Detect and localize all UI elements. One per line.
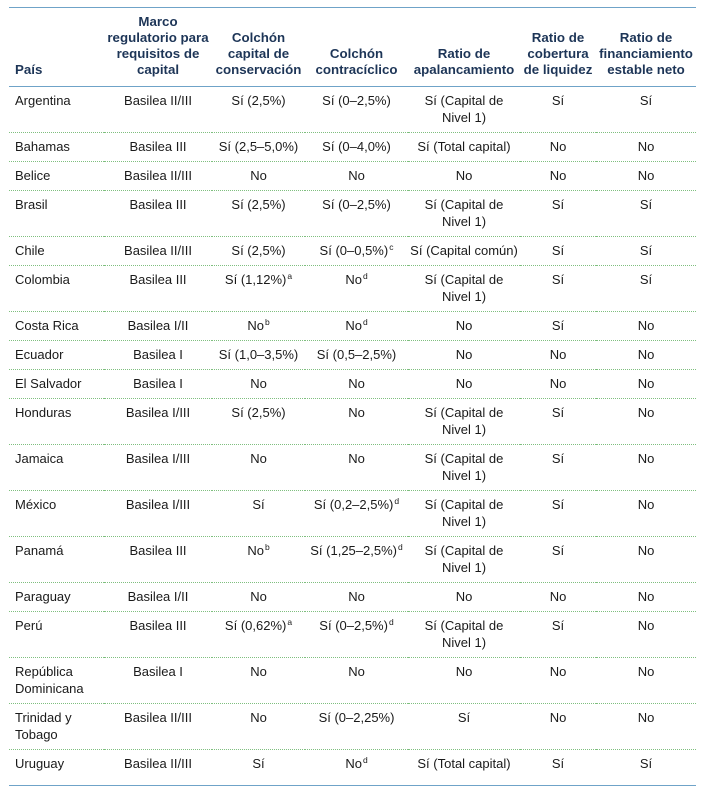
cell-conservation-text: No: [250, 589, 267, 604]
cell-country: [9, 704, 104, 750]
cell-framework: [104, 445, 212, 491]
cell-lcr-text: Sí: [551, 756, 565, 771]
cell-framework: [104, 162, 212, 191]
cell-leverage: [408, 445, 520, 491]
cell-country: [9, 399, 104, 445]
cell-nsfr: [596, 445, 696, 491]
cell-nsfr-text: No: [637, 589, 655, 604]
cell-conservation: [212, 658, 305, 704]
cell-nsfr-text: No: [637, 139, 655, 154]
cell-leverage-text: No: [455, 664, 473, 679]
cell-country-text: Argentina: [15, 93, 71, 108]
cell-country-text: Belice: [15, 168, 51, 183]
cell-country: [9, 341, 104, 370]
cell-leverage-text: No: [455, 347, 473, 362]
cell-lcr: [520, 704, 596, 750]
cell-countercyclical: [305, 237, 408, 266]
cell-country: [9, 237, 104, 266]
cell-country: [9, 583, 104, 612]
cell-nsfr: [596, 162, 696, 191]
cell-country: [9, 266, 104, 312]
cell-framework: [104, 491, 212, 537]
cell-leverage-text: Sí (Total capital): [417, 139, 511, 154]
cell-leverage: [408, 537, 520, 583]
cell-conservation-text: No: [250, 376, 267, 391]
cell-framework-text: Basilea II/III: [124, 756, 192, 771]
table-row: [9, 704, 696, 750]
cell-lcr-text: No: [549, 664, 567, 679]
cell-countercyclical: [305, 399, 408, 445]
cell-lcr: [520, 537, 596, 583]
cell-leverage: [408, 658, 520, 704]
cell-leverage: [408, 399, 520, 445]
cell-lcr: [520, 370, 596, 399]
cell-countercyclical-text: Sí (0,5–2,5%): [316, 347, 397, 362]
cell-country: [9, 370, 104, 399]
cell-countercyclical-text: No: [348, 589, 365, 604]
cell-country: [9, 612, 104, 658]
cell-nsfr-text: Sí: [639, 93, 653, 108]
cell-leverage-text: No: [455, 376, 473, 391]
cell-country-text: Trinidad y Tobago: [15, 710, 72, 742]
cell-framework: [104, 312, 212, 341]
cell-framework: [104, 266, 212, 312]
cell-country-text: Colombia: [15, 272, 70, 287]
cell-lcr: [520, 341, 596, 370]
cell-leverage: [408, 370, 520, 399]
cell-lcr: [520, 266, 596, 312]
cell-conservation: [212, 87, 305, 133]
cell-countercyclical: [305, 658, 408, 704]
cell-countercyclical: [305, 491, 408, 537]
cell-conservation: [212, 612, 305, 658]
table-row: [9, 312, 696, 341]
cell-nsfr-text: No: [637, 405, 655, 420]
cell-conservation: [212, 237, 305, 266]
cell-leverage: [408, 341, 520, 370]
cell-nsfr: [596, 658, 696, 704]
cell-country: [9, 537, 104, 583]
cell-countercyclical-text: Sí (0–2,5%): [319, 618, 388, 633]
cell-leverage: [408, 162, 520, 191]
cell-conservation-text: Sí (1,12%): [224, 272, 287, 287]
cell-conservation: [212, 312, 305, 341]
cell-conservation: [212, 750, 305, 779]
cell-conservation-text: No: [247, 318, 264, 333]
cell-nsfr: [596, 237, 696, 266]
table-row: [9, 266, 696, 312]
cell-framework-text: Basilea III: [129, 543, 187, 558]
cell-framework: [104, 750, 212, 779]
table-row: [9, 750, 696, 779]
cell-lcr: [520, 658, 596, 704]
header-framework: Marco regulatorio para requisitos de capital: [107, 14, 209, 77]
cell-nsfr-text: Sí: [639, 243, 653, 258]
cell-conservation: [212, 704, 305, 750]
cell-leverage-text: Sí (Total capital): [417, 756, 511, 771]
cell-leverage-text: Sí (Capital de Nivel 1): [424, 272, 504, 304]
cell-leverage: [408, 704, 520, 750]
cell-country-text: Chile: [15, 243, 45, 258]
cell-conservation: [212, 266, 305, 312]
cell-nsfr: [596, 191, 696, 237]
cell-leverage-text: No: [455, 168, 473, 183]
cell-countercyclical-text: No: [345, 756, 362, 771]
cell-leverage-text: Sí (Capital de Nivel 1): [424, 405, 504, 437]
table-row: [9, 658, 696, 704]
table-row: [9, 133, 696, 162]
cell-conservation-text: Sí (1,0–3,5%): [218, 347, 299, 362]
cell-lcr-text: No: [549, 376, 567, 391]
cell-country: [9, 162, 104, 191]
cell-leverage-text: Sí (Capital de Nivel 1): [424, 618, 504, 650]
cell-leverage: [408, 750, 520, 779]
cell-nsfr: [596, 750, 696, 779]
cell-framework: [104, 658, 212, 704]
cell-framework: [104, 612, 212, 658]
cell-lcr-text: Sí: [551, 497, 565, 512]
table-row: [9, 341, 696, 370]
table-row: [9, 537, 696, 583]
footnote-marker: d: [362, 316, 368, 327]
cell-conservation-text: Sí (2,5–5,0%): [218, 139, 299, 154]
cell-lcr-text: No: [549, 347, 567, 362]
cell-countercyclical-text: No: [345, 318, 362, 333]
cell-nsfr: [596, 583, 696, 612]
cell-nsfr-text: No: [637, 497, 655, 512]
header-nsfr: Ratio de financiamiento estable neto: [599, 30, 693, 77]
cell-leverage: [408, 133, 520, 162]
cell-framework: [104, 341, 212, 370]
cell-nsfr-text: No: [637, 664, 655, 679]
cell-leverage: [408, 237, 520, 266]
cell-nsfr: [596, 537, 696, 583]
cell-nsfr: [596, 133, 696, 162]
cell-framework-text: Basilea III: [129, 618, 187, 633]
cell-countercyclical-text: Sí (0–2,5%): [322, 197, 391, 212]
cell-countercyclical-text: No: [348, 451, 365, 466]
cell-leverage: [408, 612, 520, 658]
cell-conservation-text: No: [250, 451, 267, 466]
cell-lcr: [520, 612, 596, 658]
cell-conservation-text: No: [250, 168, 267, 183]
footnote-marker: d: [388, 616, 394, 627]
cell-leverage-text: No: [455, 318, 473, 333]
cell-framework-text: Basilea I: [133, 664, 183, 679]
cell-framework-text: Basilea I/III: [125, 405, 191, 420]
cell-lcr-text: Sí: [551, 405, 565, 420]
table-row: [9, 191, 696, 237]
cell-nsfr-text: No: [637, 618, 655, 633]
cell-countercyclical-text: Sí (0–4,0%): [322, 139, 391, 154]
header-leverage: Ratio de apalancamiento: [413, 46, 515, 77]
cell-nsfr-text: No: [637, 376, 655, 391]
cell-lcr-text: Sí: [551, 243, 565, 258]
cell-country: [9, 191, 104, 237]
cell-framework-text: Basilea I: [133, 347, 183, 362]
cell-countercyclical-text: No: [348, 376, 365, 391]
footnote-marker: a: [287, 616, 293, 627]
cell-conservation: [212, 341, 305, 370]
cell-countercyclical-text: Sí (0–0,5%): [319, 243, 389, 258]
cell-country: [9, 312, 104, 341]
cell-countercyclical: [305, 312, 408, 341]
cell-framework-text: Basilea I/III: [125, 451, 191, 466]
cell-framework: [104, 133, 212, 162]
cell-leverage: [408, 583, 520, 612]
cell-lcr-text: Sí: [551, 272, 565, 287]
cell-nsfr: [596, 87, 696, 133]
cell-nsfr: [596, 341, 696, 370]
cell-conservation: [212, 399, 305, 445]
cell-leverage: [408, 491, 520, 537]
cell-countercyclical-text: No: [348, 168, 365, 183]
cell-framework: [104, 583, 212, 612]
cell-framework-text: Basilea I: [133, 376, 183, 391]
cell-countercyclical: [305, 162, 408, 191]
cell-countercyclical-text: No: [345, 272, 362, 287]
table-row: [9, 583, 696, 612]
bottom-rule: [9, 785, 696, 786]
cell-conservation: [212, 445, 305, 491]
footnote-marker: d: [362, 270, 368, 281]
cell-nsfr-text: Sí: [639, 272, 653, 287]
cell-country: [9, 87, 104, 133]
cell-framework-text: Basilea I/II: [127, 318, 189, 333]
cell-nsfr: [596, 399, 696, 445]
footnote-marker: d: [397, 541, 403, 552]
cell-countercyclical: [305, 133, 408, 162]
cell-framework-text: Basilea II/III: [124, 93, 192, 108]
cell-country: [9, 445, 104, 491]
cell-nsfr: [596, 491, 696, 537]
cell-nsfr-text: Sí: [639, 197, 653, 212]
cell-countercyclical-text: No: [348, 664, 365, 679]
cell-lcr-text: Sí: [551, 318, 565, 333]
cell-leverage: [408, 191, 520, 237]
cell-country: [9, 750, 104, 779]
cell-country-text: Honduras: [15, 405, 72, 420]
cell-lcr-text: Sí: [551, 93, 565, 108]
cell-lcr: [520, 583, 596, 612]
cell-nsfr-text: No: [637, 710, 655, 725]
cell-lcr: [520, 162, 596, 191]
cell-conservation: [212, 491, 305, 537]
cell-countercyclical-text: Sí (0,2–2,5%): [313, 497, 394, 512]
regulation-table: [9, 8, 696, 778]
cell-conservation: [212, 162, 305, 191]
cell-conservation-text: Sí: [252, 497, 265, 512]
cell-lcr: [520, 491, 596, 537]
cell-countercyclical: [305, 612, 408, 658]
cell-lcr-text: No: [549, 168, 567, 183]
table-row: [9, 445, 696, 491]
cell-countercyclical: [305, 583, 408, 612]
cell-nsfr-text: No: [637, 168, 655, 183]
cell-leverage-text: Sí (Capital común): [410, 243, 518, 258]
cell-conservation: [212, 191, 305, 237]
cell-country-text: Bahamas: [15, 139, 70, 154]
cell-lcr-text: Sí: [551, 543, 565, 558]
cell-countercyclical: [305, 537, 408, 583]
cell-country: [9, 133, 104, 162]
cell-country-text: Perú: [15, 618, 43, 633]
cell-country-text: México: [15, 497, 57, 512]
footnote-marker: b: [264, 541, 270, 552]
cell-country-text: Costa Rica: [15, 318, 79, 333]
cell-country-text: Panamá: [15, 543, 64, 558]
cell-framework-text: Basilea I/III: [125, 497, 191, 512]
cell-framework-text: Basilea III: [129, 272, 187, 287]
header-country: País: [15, 62, 43, 77]
footnote-marker: a: [287, 270, 293, 281]
cell-countercyclical-text: Sí (0–2,5%): [322, 93, 391, 108]
cell-countercyclical: [305, 704, 408, 750]
cell-nsfr-text: Sí: [639, 756, 653, 771]
cell-country-text: El Salvador: [15, 376, 82, 391]
cell-framework-text: Basilea II/III: [124, 710, 192, 725]
cell-conservation-text: No: [247, 543, 264, 558]
cell-nsfr: [596, 704, 696, 750]
cell-countercyclical: [305, 750, 408, 779]
footnote-marker: b: [264, 316, 270, 327]
table-body: [9, 87, 696, 779]
table-row: [9, 491, 696, 537]
cell-nsfr-text: No: [637, 318, 655, 333]
cell-leverage-text: Sí (Capital de Nivel 1): [424, 543, 504, 575]
cell-leverage: [408, 266, 520, 312]
cell-leverage-text: No: [455, 589, 473, 604]
header-lcr: Ratio de cobertura de liquidez: [523, 30, 593, 77]
cell-conservation: [212, 370, 305, 399]
cell-framework-text: Basilea I/II: [127, 589, 189, 604]
cell-nsfr: [596, 370, 696, 399]
cell-nsfr: [596, 312, 696, 341]
cell-framework-text: Basilea II/III: [124, 243, 192, 258]
header-countercyclical: Colchón contracíclico: [315, 46, 398, 77]
cell-framework-text: Basilea III: [129, 139, 187, 154]
cell-framework: [104, 237, 212, 266]
cell-countercyclical-text: No: [348, 405, 365, 420]
table-row: [9, 162, 696, 191]
cell-lcr-text: No: [549, 139, 567, 154]
table-row: [9, 399, 696, 445]
cell-countercyclical: [305, 191, 408, 237]
cell-framework-text: Basilea III: [129, 197, 187, 212]
cell-lcr-text: No: [549, 710, 567, 725]
cell-framework-text: Basilea II/III: [124, 168, 192, 183]
cell-leverage-text: Sí (Capital de Nivel 1): [424, 497, 504, 529]
cell-countercyclical-text: Sí (0–2,25%): [318, 710, 395, 725]
cell-conservation-text: No: [250, 664, 267, 679]
cell-conservation-text: Sí (0,62%): [224, 618, 287, 633]
header-row: [9, 8, 696, 87]
cell-framework: [104, 537, 212, 583]
cell-leverage-text: Sí (Capital de Nivel 1): [424, 197, 504, 229]
cell-conservation: [212, 537, 305, 583]
cell-country: [9, 491, 104, 537]
cell-conservation-text: Sí (2,5%): [231, 405, 286, 420]
cell-framework: [104, 399, 212, 445]
table-row: [9, 370, 696, 399]
cell-lcr: [520, 399, 596, 445]
cell-nsfr-text: No: [637, 347, 655, 362]
cell-leverage-text: Sí (Capital de Nivel 1): [424, 451, 504, 483]
cell-conservation-text: Sí: [252, 756, 265, 771]
cell-countercyclical: [305, 445, 408, 491]
cell-conservation: [212, 583, 305, 612]
cell-lcr: [520, 133, 596, 162]
cell-country-text: Ecuador: [15, 347, 64, 362]
cell-conservation: [212, 133, 305, 162]
cell-nsfr-text: No: [637, 543, 655, 558]
cell-country-text: República Dominicana: [15, 664, 84, 696]
cell-conservation-text: Sí (2,5%): [231, 197, 286, 212]
cell-leverage-text: Sí: [457, 710, 471, 725]
footnote-marker: d: [362, 754, 368, 765]
cell-lcr-text: Sí: [551, 197, 565, 212]
footnote-marker: c: [389, 241, 394, 252]
table-row: [9, 87, 696, 133]
cell-framework: [104, 704, 212, 750]
header-conservation: Colchón capital de conservación: [215, 30, 302, 77]
cell-country-text: Uruguay: [15, 756, 65, 771]
cell-countercyclical: [305, 341, 408, 370]
cell-nsfr: [596, 612, 696, 658]
cell-lcr: [520, 237, 596, 266]
cell-nsfr: [596, 266, 696, 312]
table-row: [9, 237, 696, 266]
cell-countercyclical: [305, 87, 408, 133]
cell-leverage: [408, 87, 520, 133]
cell-lcr: [520, 87, 596, 133]
cell-lcr-text: Sí: [551, 451, 565, 466]
cell-lcr-text: No: [549, 589, 567, 604]
cell-leverage: [408, 312, 520, 341]
cell-framework: [104, 370, 212, 399]
cell-country: [9, 658, 104, 704]
cell-framework: [104, 87, 212, 133]
cell-lcr-text: Sí: [551, 618, 565, 633]
cell-conservation-text: Sí (2,5%): [231, 93, 286, 108]
footnote-marker: d: [394, 495, 400, 506]
cell-countercyclical: [305, 370, 408, 399]
cell-framework: [104, 191, 212, 237]
table-row: [9, 612, 696, 658]
cell-leverage-text: Sí (Capital de Nivel 1): [424, 93, 504, 125]
cell-nsfr-text: No: [637, 451, 655, 466]
cell-lcr: [520, 750, 596, 779]
cell-conservation-text: No: [250, 710, 267, 725]
cell-countercyclical-text: Sí (1,25–2,5%): [310, 543, 397, 558]
cell-lcr: [520, 445, 596, 491]
cell-country-text: Brasil: [15, 197, 48, 212]
cell-lcr: [520, 312, 596, 341]
cell-conservation-text: Sí (2,5%): [231, 243, 286, 258]
cell-lcr: [520, 191, 596, 237]
cell-country-text: Jamaica: [15, 451, 64, 466]
cell-country-text: Paraguay: [15, 589, 71, 604]
cell-countercyclical: [305, 266, 408, 312]
